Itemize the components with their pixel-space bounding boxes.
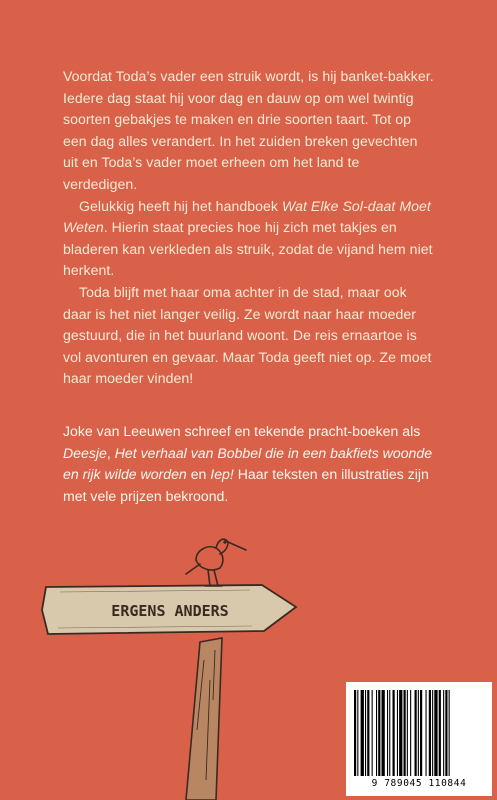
barcode-bar — [367, 690, 369, 776]
barcode-bar — [354, 690, 356, 776]
barcode-bar — [393, 690, 395, 776]
barcode-bar — [434, 690, 437, 776]
barcode-bar — [420, 690, 422, 776]
barcode — [346, 682, 492, 796]
handbook-title: Wat Elke Sol-daat Moet Weten — [63, 197, 431, 236]
barcode-bar — [372, 690, 373, 776]
bird-icon — [186, 539, 246, 586]
barcode-bar — [378, 690, 380, 776]
author-bio-start: Joke van Leeuwen schreef en tekende pracht-boeken als — [63, 423, 421, 439]
barcode-bar — [382, 690, 385, 776]
blurb-paragraph-3: Toda blijft met haar oma achter in de stad, maar ook daar is het niet langer veilig. Ze wordt naar haar moeder gestuurd, die in het buurland woont. De reis ernaartoe is vol avonturen en gevaar. Maar Toda geeft niet op. Ze moet haar moeder vinden! — [63, 283, 432, 387]
sign-text: ERGENS ANDERS — [111, 602, 229, 620]
barcode-bar — [357, 690, 358, 776]
back-cover-blurb — [63, 66, 435, 390]
blurb-p2-start: Gelukkig heeft hij het handboek — [79, 197, 282, 214]
book-title-deesje: Deesje — [63, 444, 107, 461]
barcode-bar — [415, 690, 417, 776]
author-bio-end: Haar teksten en illustraties zijn met vele prijzen bekroond. — [63, 466, 429, 504]
blurb-paragraph-1: Voordat Toda’s vader een struik wordt, is hij banket-bakker. Iedere dag staat hij voor dag en dauw op om wel twintig soorten gebakjes te maken en drie soorten taart. Tot op een dag alles verandert. In het zuiden breken gevechten uit en Toda’s vader moet erheen om het land te verdedigen. — [63, 68, 434, 192]
signpost-pole — [186, 638, 222, 800]
barcode-bar — [410, 690, 411, 776]
author-bio-sep-2: en — [186, 466, 211, 483]
barcode-bar — [407, 690, 408, 776]
barcode-bar — [449, 690, 450, 776]
barcode-bar — [445, 690, 447, 776]
barcode-bar — [376, 690, 377, 776]
barcode-bars — [346, 682, 492, 778]
isbn-digits: 9 789045 110844 — [371, 778, 467, 789]
barcode-bar — [397, 690, 398, 776]
barcode-bar — [418, 690, 419, 776]
barcode-bar — [429, 690, 431, 776]
barcode-bar — [387, 690, 388, 776]
barcode-bar — [365, 690, 366, 776]
barcode-bar — [389, 690, 390, 776]
signpost-board — [42, 585, 296, 634]
book-title-iep: Iep! — [210, 466, 234, 483]
book-title-bobbel: Het verhaal van Bobbel die in een bakfiets woonde en rijk wilde worden — [63, 444, 433, 483]
barcode-bar — [426, 690, 427, 776]
blurb-paragraph-2 — [63, 196, 435, 282]
barcode-bar — [432, 690, 433, 776]
barcode-bar — [443, 690, 444, 776]
author-bio — [63, 421, 435, 507]
blurb-p2-end: . Hierin staat precies hoe hij zich met takjes en bladeren kan verkleden als struik, zodat de vijand hem niet herkent. — [63, 219, 433, 279]
barcode-bar — [399, 690, 402, 776]
author-bio-sep-1: , — [106, 444, 115, 461]
barcode-bar — [404, 690, 406, 776]
barcode-bar — [361, 690, 364, 776]
barcode-bar — [439, 690, 441, 776]
